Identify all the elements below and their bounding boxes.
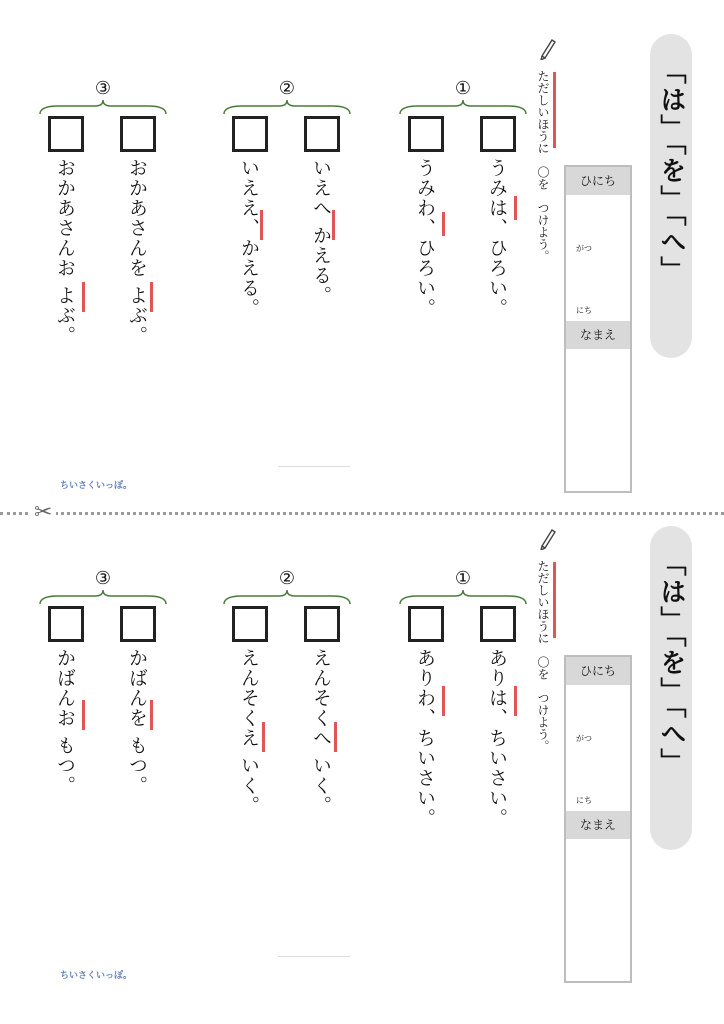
brace-decoration [398, 588, 528, 606]
answer-box[interactable] [232, 116, 268, 152]
answer-box[interactable] [408, 116, 444, 152]
answer-box[interactable] [304, 116, 340, 152]
title-banner [650, 34, 692, 358]
day-label: にち [576, 796, 592, 805]
brace-decoration [38, 98, 168, 116]
particle-mark [260, 210, 263, 240]
answer-box[interactable] [480, 606, 516, 642]
brace-decoration [222, 98, 352, 116]
answer-box[interactable] [48, 606, 84, 642]
answer-box[interactable] [304, 606, 340, 642]
answer-box[interactable] [408, 606, 444, 642]
name-label: なまえ [566, 321, 630, 349]
particle-mark [150, 282, 153, 312]
instruction-underline [553, 562, 556, 638]
choice-sentence: ありは、ちいさい。 [486, 648, 508, 828]
particle-mark [82, 282, 85, 312]
particle-mark [150, 700, 153, 730]
brace-decoration [222, 588, 352, 606]
brace-decoration [398, 98, 528, 116]
name-label: なまえ [566, 811, 630, 839]
divider [278, 466, 350, 467]
choice-sentence: うみわ、ひろい。 [414, 158, 436, 318]
info-box [564, 655, 632, 983]
particle-mark [332, 210, 335, 240]
question-group [222, 568, 352, 868]
divider [278, 956, 350, 957]
choice-sentence: うみは、ひろい。 [486, 158, 508, 318]
month-label: がつ [576, 734, 592, 743]
worksheet-title: 「は」「を」「へ」 [656, 550, 686, 776]
worksheet-title: 「は」「を」「へ」 [656, 58, 686, 284]
answer-box[interactable] [48, 116, 84, 152]
date-label: ひにち [566, 657, 630, 685]
particle-mark [514, 686, 517, 716]
info-box [564, 165, 632, 493]
instruction-text: ただしいほうに 〇を つけよう。 [536, 560, 550, 752]
brand-logo: ちいさくいっぽ。 [60, 481, 133, 491]
choice-sentence: おかあさんを よぶ。 [126, 158, 148, 346]
answer-box[interactable] [232, 606, 268, 642]
scissors-icon: ✂ [30, 500, 56, 525]
question-number: ③ [94, 568, 112, 589]
instruction-underline [553, 72, 556, 148]
particle-mark [442, 686, 445, 716]
answer-box[interactable] [120, 606, 156, 642]
choice-sentence: おかあさんお よぶ。 [54, 158, 76, 346]
pencil-icon [538, 36, 556, 60]
particle-mark [514, 196, 517, 220]
answer-box[interactable] [120, 116, 156, 152]
question-number: ① [454, 568, 472, 589]
choice-sentence: いえへ かえる。 [310, 158, 332, 306]
question-group [38, 78, 168, 378]
worksheet-top [0, 0, 724, 490]
worksheet-bottom [0, 490, 724, 980]
question-number: ② [278, 78, 296, 99]
question-number: ① [454, 78, 472, 99]
question-group [398, 78, 528, 378]
choice-sentence: えんそくへ いく。 [310, 648, 332, 816]
choice-sentence: かばんを もつ。 [126, 648, 148, 796]
particle-mark [442, 212, 445, 236]
choice-sentence: かばんお もつ。 [54, 648, 76, 796]
pencil-icon [538, 526, 556, 550]
instruction-text: ただしいほうに 〇を つけよう。 [536, 70, 550, 262]
answer-box[interactable] [480, 116, 516, 152]
question-number: ③ [94, 78, 112, 99]
date-label: ひにち [566, 167, 630, 195]
choice-sentence: えんそくえ いく。 [238, 648, 260, 816]
question-group [38, 568, 168, 868]
particle-mark [82, 700, 85, 730]
question-number: ② [278, 568, 296, 589]
month-label: がつ [576, 244, 592, 253]
title-banner [650, 526, 692, 850]
particle-mark [262, 722, 265, 752]
brace-decoration [38, 588, 168, 606]
question-group [398, 568, 528, 868]
day-label: にち [576, 306, 592, 315]
question-group [222, 78, 352, 378]
choice-sentence: ありわ、ちいさい。 [414, 648, 436, 828]
particle-mark [334, 722, 337, 752]
choice-sentence: いええ、かえる。 [238, 158, 260, 318]
brand-logo: ちいさくいっぽ。 [60, 971, 133, 981]
